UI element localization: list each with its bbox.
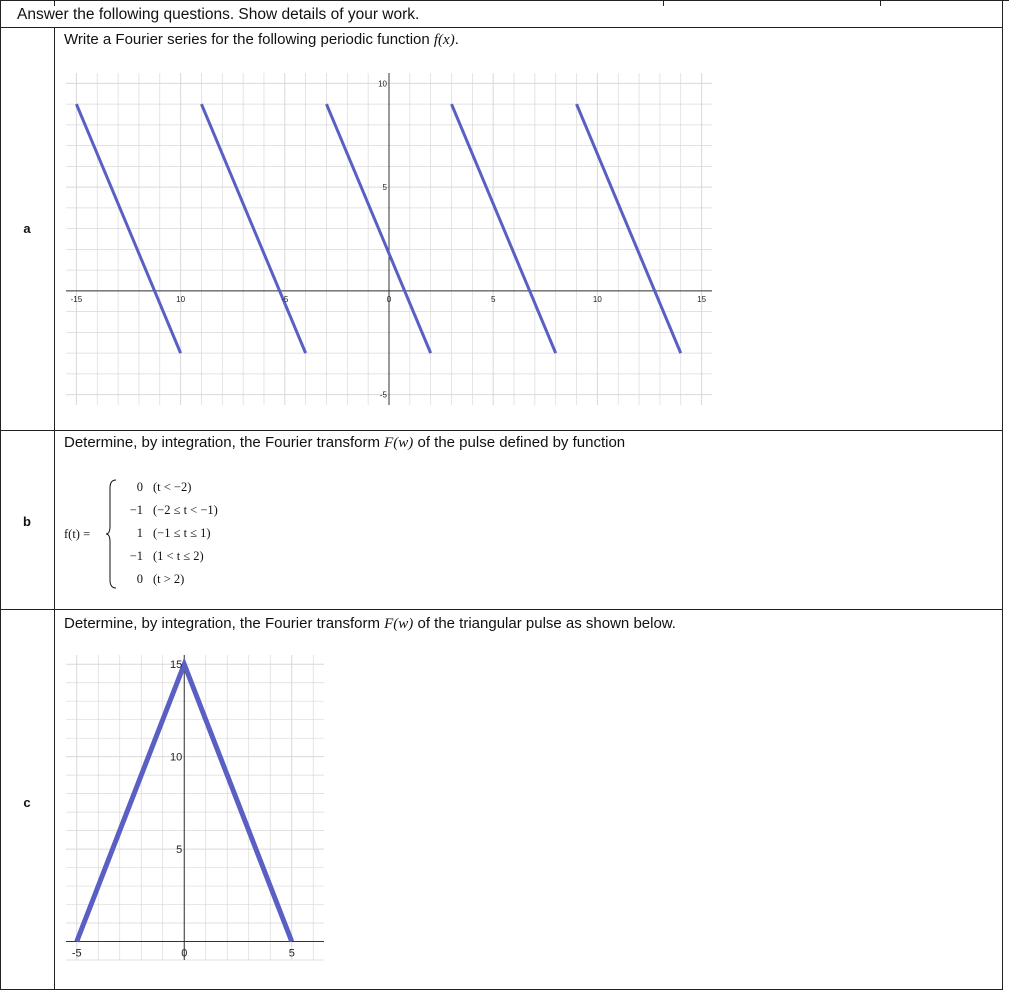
case-value: 1: [136, 526, 143, 540]
case-value: −1: [129, 549, 143, 563]
sawtooth-x-tick-label: 15: [697, 294, 707, 304]
piecewise-case: [121, 572, 184, 587]
question-c: [64, 615, 676, 633]
piecewise-lhs: f(t) =: [64, 527, 91, 541]
piecewise-case: [121, 526, 211, 541]
sawtooth-x-tick-label: -5: [281, 294, 289, 304]
piecewise-case: [121, 503, 218, 518]
sawtooth-x-tick-label: 5: [490, 294, 496, 304]
question-a-prefix: Write a Fourier series for the following periodic function: [64, 31, 434, 48]
question-a-math: f(x): [433, 32, 455, 48]
triangle-x-tick-label: 0: [181, 947, 188, 960]
triangle-y-tick-label: 15: [170, 659, 183, 672]
case-condition: (−2 ≤ t < −1): [153, 503, 218, 517]
sawtooth-y-tick-label: -5: [379, 390, 387, 400]
row-label-b: b: [23, 514, 31, 529]
piecewise-case: [121, 549, 204, 564]
triangle-chart-group: [66, 655, 324, 960]
sawtooth-x-tick-label: 10: [592, 294, 602, 304]
case-value: 0: [136, 572, 143, 586]
sawtooth-chart-group: [66, 73, 712, 405]
sawtooth-x-tick-label: -15: [70, 294, 83, 304]
piecewise-brace: [106, 478, 118, 590]
triangle-x-tick-label: 5: [288, 947, 295, 960]
piecewise-case: [121, 480, 191, 495]
question-a-suffix: .: [454, 31, 459, 48]
sawtooth-x-tick-label: 0: [386, 294, 392, 304]
triangle-y-tick-label: 10: [170, 751, 183, 764]
sawtooth-y-tick-label: 10: [378, 79, 387, 89]
triangle-x-tick-label: -5: [71, 947, 82, 960]
row-label-a: a: [23, 221, 31, 236]
case-value: −1: [129, 503, 143, 517]
piecewise-function: [64, 476, 284, 596]
question-b: [64, 434, 625, 452]
sawtooth-y-tick-label: 5: [382, 183, 387, 193]
question-b-math: F(w): [384, 435, 414, 451]
question-c-suffix: of the triangular pulse as shown below.: [413, 615, 676, 632]
triangle-y-tick-label: 5: [176, 844, 183, 857]
instruction-text: Answer the following questions. Show details of your work.: [17, 6, 420, 23]
question-b-suffix: of the pulse defined by function: [413, 434, 626, 451]
sawtooth-x-tick-label: 10: [176, 294, 186, 304]
question-b-prefix: Determine, by integration, the Fourier transform: [64, 434, 385, 451]
case-condition: (−1 ≤ t ≤ 1): [153, 526, 211, 540]
case-condition: (t > 2): [153, 572, 185, 586]
case-condition: (t < −2): [153, 480, 192, 494]
case-value: 0: [136, 480, 143, 494]
question-c-prefix: Determine, by integration, the Fourier transform: [64, 615, 385, 632]
question-c-math: F(w): [384, 616, 414, 632]
case-condition: (1 < t ≤ 2): [153, 549, 204, 563]
row-label-c: c: [23, 795, 31, 810]
